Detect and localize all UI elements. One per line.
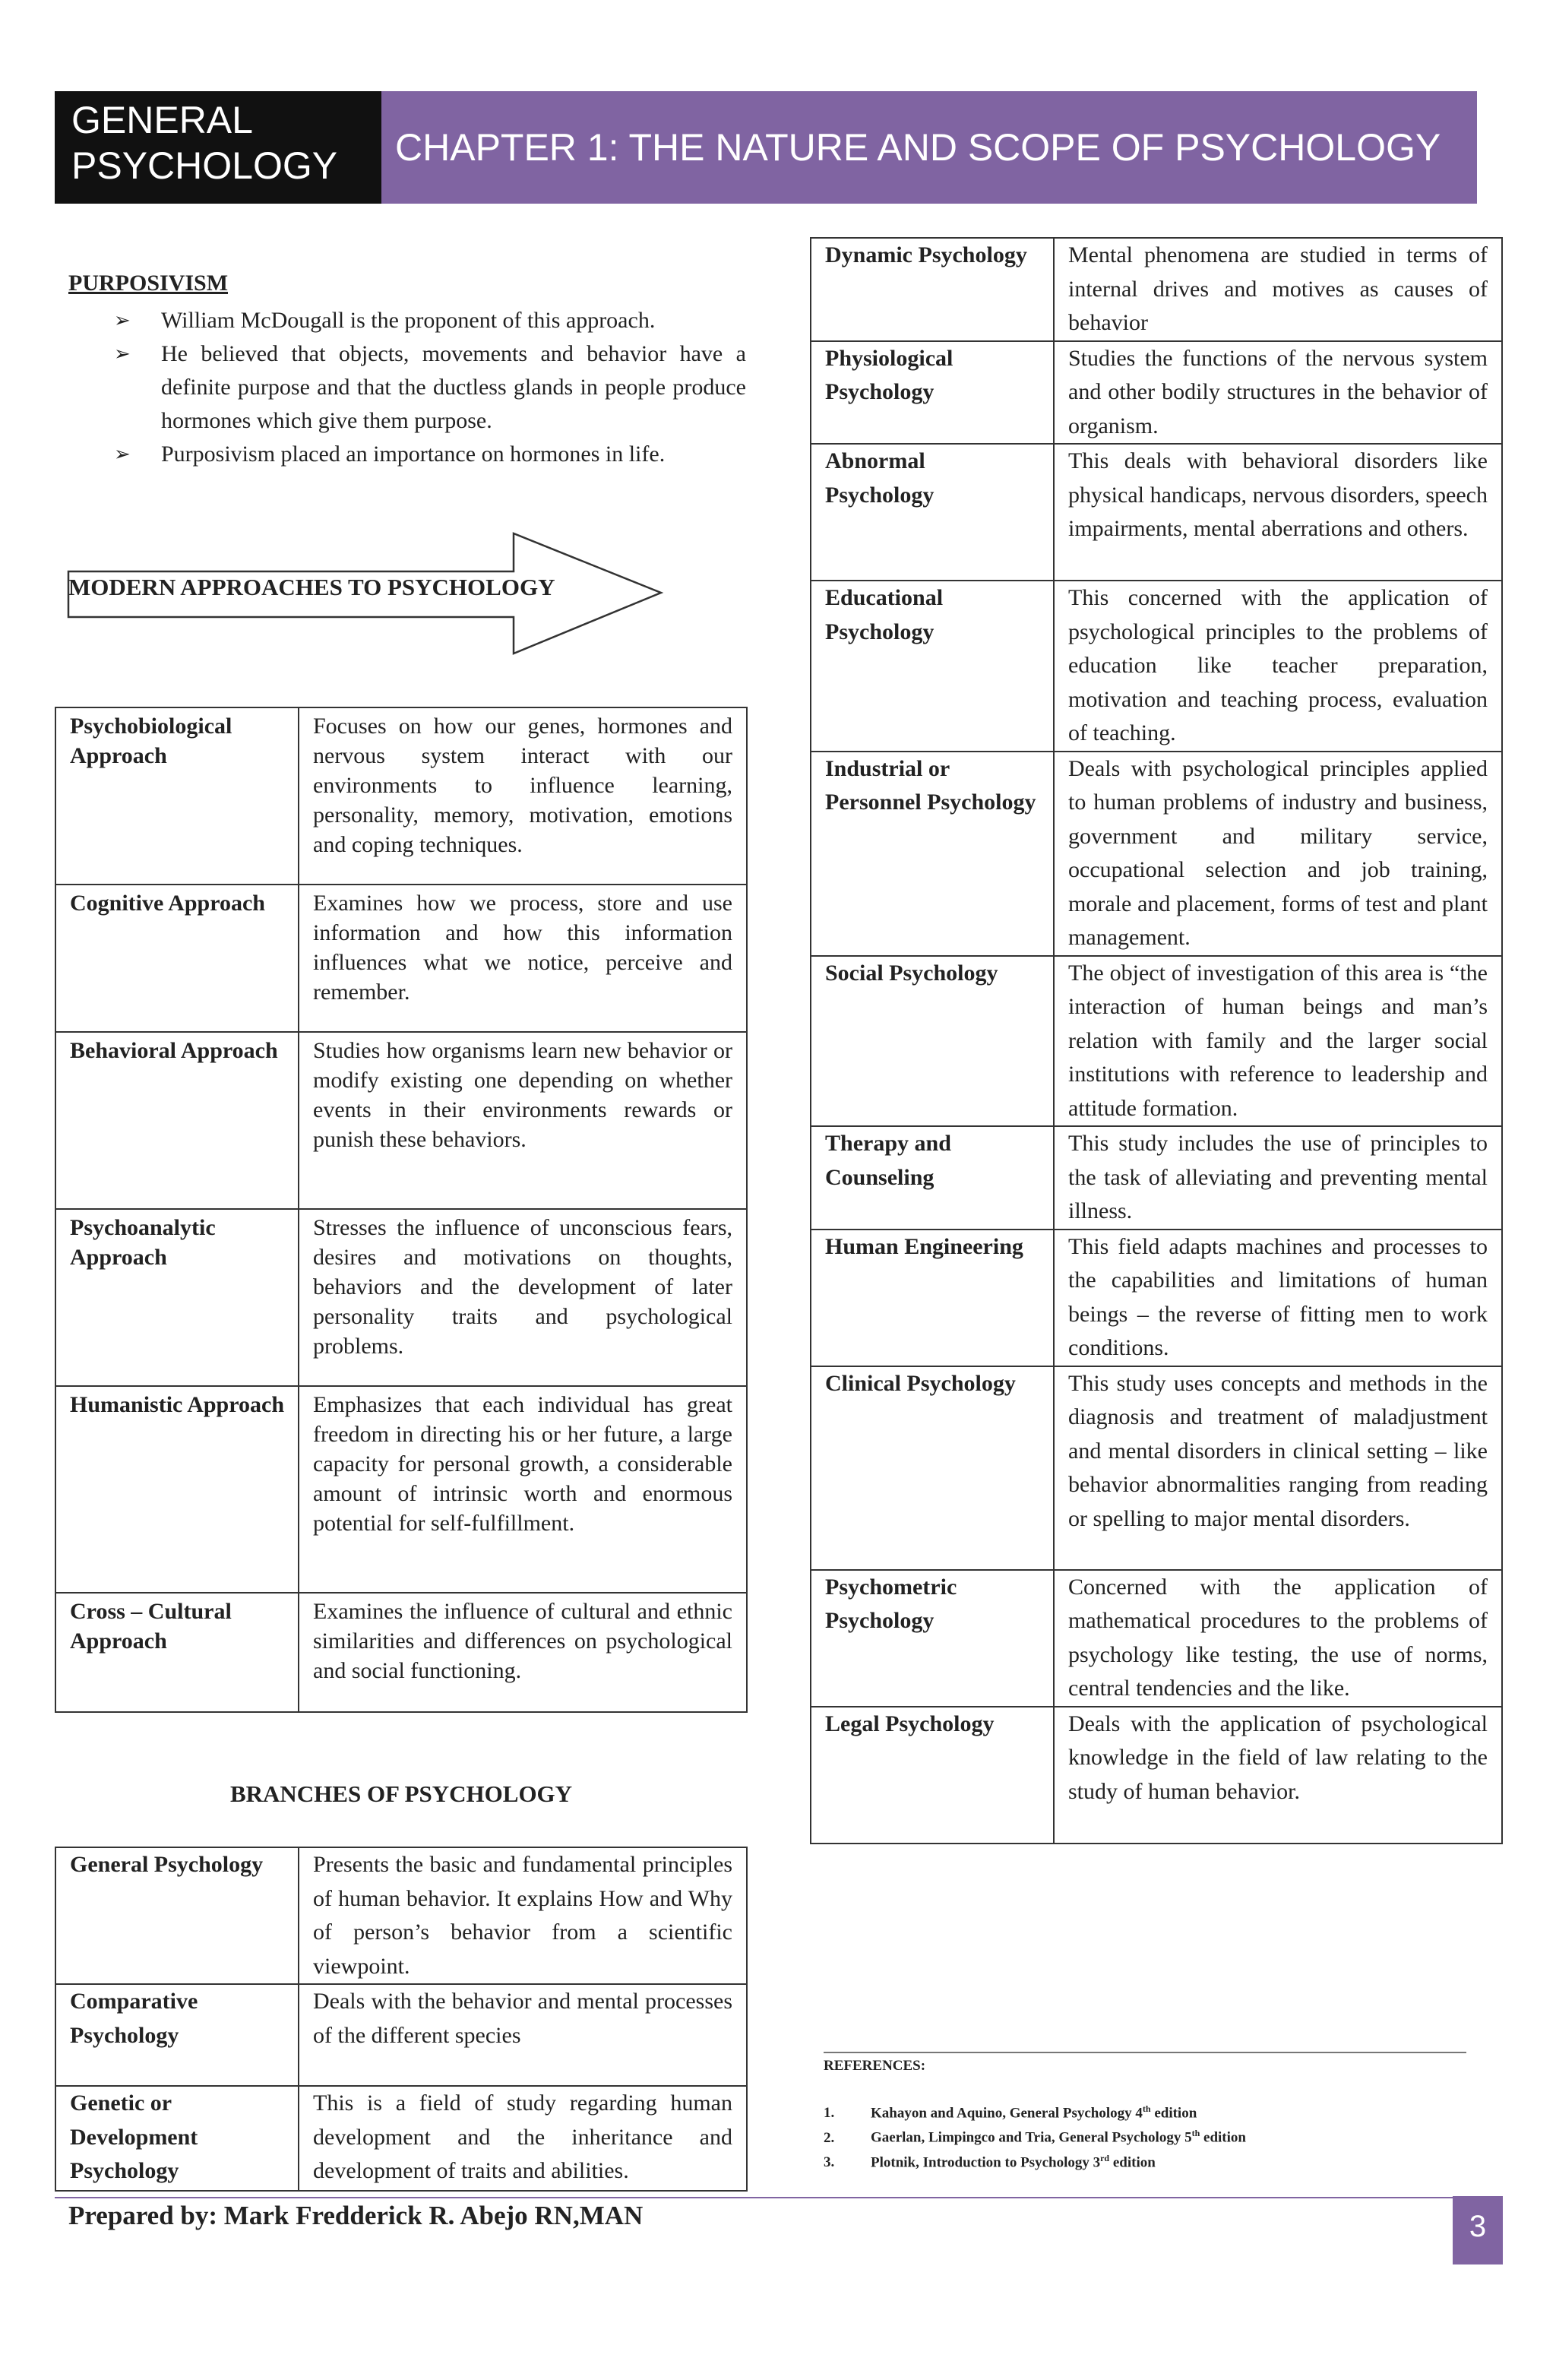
approach-description: Examines how we process, store and use information and how this information influences what we notice, perceive and remember. — [299, 885, 747, 1032]
branch-description: This field adapts machines and processes to the capabilities and limitations of human beings – the reverse of fitting men to work conditions. — [1054, 1230, 1502, 1366]
approach-term: Cross – Cultural Approach — [55, 1593, 299, 1712]
reference-edition: edition — [1109, 2154, 1156, 2170]
reference-item — [824, 2099, 1246, 2123]
table-row — [811, 1707, 1502, 1844]
purposivism-title: PURPOSIVISM — [68, 271, 229, 296]
table-row — [811, 581, 1502, 752]
table-row — [55, 1386, 747, 1593]
approach-term: Cognitive Approach — [55, 885, 299, 1032]
approach-description: Emphasizes that each individual has great freedom in directing his or her future, a large capacity for personal growth, a considerable amount of intrinsic worth and enormous potential for self-fulfillment. — [299, 1386, 747, 1593]
table-row — [811, 1366, 1502, 1570]
references-list — [824, 2099, 1246, 2173]
branches-title: BRANCHES OF PSYCHOLOGY — [229, 1780, 573, 1807]
approach-description: Focuses on how our genes, hormones and nervous system interact with our environments to influence learning, personality, memory, motivation, emotions and coping techniques. — [299, 707, 747, 885]
branch-description: Deals with psychological principles applied to human problems of industry and business, government and military service, occupational selection and job training, morale and placement, forms of test and plant management. — [1054, 752, 1502, 956]
table-row — [55, 1032, 747, 1209]
subject-title — [55, 91, 381, 204]
purposivism-bullets — [114, 304, 746, 471]
footer-divider — [55, 2197, 1503, 2198]
branch-term: Dynamic Psychology — [811, 238, 1054, 341]
table-row — [811, 956, 1502, 1127]
references-title: REFERENCES: — [824, 2058, 926, 2074]
reference-item — [824, 2123, 1246, 2147]
branches-table-left — [55, 1847, 748, 2192]
approach-description: Studies how organisms learn new behavior or modify existing one depending on whether events in their environments rewards or punish these behaviors. — [299, 1032, 747, 1209]
branch-description: The object of investigation of this area is “the interaction of human beings and man’s relation with family and the larger social institutions with reference to leadership and attitude formation. — [1054, 956, 1502, 1127]
branch-description: Deals with the application of psychological knowledge in the field of law relating to the study of human behavior. — [1054, 1707, 1502, 1844]
table-row — [55, 1984, 747, 2086]
branch-term: Clinical Psychology — [811, 1366, 1054, 1570]
table-row — [55, 2086, 747, 2191]
branch-term: Physiological Psychology — [811, 341, 1054, 445]
approach-term: Psychobiological Approach — [55, 707, 299, 885]
reference-ordinal: th — [1142, 2103, 1151, 2114]
approach-term: Humanistic Approach — [55, 1386, 299, 1593]
branch-term: General Psychology — [55, 1847, 299, 1984]
modern-approaches-arrow — [67, 532, 667, 655]
branch-description: Concerned with the application of mathematical procedures to the problems of psychology like testing, the use of norms, central tendencies and the like. — [1054, 1570, 1502, 1707]
table-row — [811, 1570, 1502, 1707]
approach-term: Psychoanalytic Approach — [55, 1209, 299, 1386]
branch-term: Psychometric Psychology — [811, 1570, 1054, 1707]
table-row — [811, 1230, 1502, 1366]
branch-description: This study uses concepts and methods in the diagnosis and treatment of maladjustment and mental disorders in clinical setting – like behavior abnormalities ranging from reading or spelling to major mental disorders. — [1054, 1366, 1502, 1570]
branch-term: Legal Psychology — [811, 1707, 1054, 1844]
branch-term: Educational Psychology — [811, 581, 1054, 752]
branch-term: Comparative Psychology — [55, 1984, 299, 2086]
chapter-title: CHAPTER 1: THE NATURE AND SCOPE OF PSYCHOLOGY — [381, 91, 1477, 204]
subject-title-line2: PSYCHOLOGY — [71, 144, 338, 187]
branch-term: Human Engineering — [811, 1230, 1054, 1366]
reference-number: 1. — [824, 2105, 835, 2122]
arrowhead-bullet-icon: ➢ — [114, 443, 131, 465]
table-row — [55, 707, 747, 885]
approach-description: Examines the influence of cultural and ethnic similarities and differences on psychological and social functioning. — [299, 1593, 747, 1712]
branches-table-right — [810, 237, 1503, 1844]
table-row — [55, 1593, 747, 1712]
table-row — [811, 238, 1502, 341]
reference-text: Plotnik, Introduction to Psychology 3 — [871, 2154, 1101, 2170]
bullet-text: He believed that objects, movements and behavior have a definite purpose and that the ductless glands in people produce hormones which give them purpose. — [161, 341, 746, 433]
bullet-item — [114, 304, 746, 337]
reference-ordinal: rd — [1100, 2152, 1110, 2163]
page-number: 3 — [1453, 2196, 1503, 2264]
branch-description: Studies the functions of the nervous system and other bodily structures in the behavior of organism. — [1054, 341, 1502, 445]
branch-description: Deals with the behavior and mental processes of the different species — [299, 1984, 747, 2086]
reference-number: 2. — [824, 2129, 835, 2146]
branch-description: Presents the basic and fundamental principles of human behavior. It explains How and Why of person’s behavior from a scientific viewpoint. — [299, 1847, 747, 1984]
bullet-item — [114, 438, 746, 471]
subject-title-line1: GENERAL — [71, 99, 253, 141]
branch-term: Industrial or Personnel Psychology — [811, 752, 1054, 956]
reference-edition: edition — [1200, 2129, 1246, 2146]
branch-term: Therapy and Counseling — [811, 1126, 1054, 1230]
table-row — [811, 444, 1502, 581]
branch-term: Genetic or Development Psychology — [55, 2086, 299, 2191]
reference-text: Kahayon and Aquino, General Psychology 4 — [871, 2105, 1143, 2122]
arrowhead-bullet-icon: ➢ — [114, 343, 131, 365]
reference-number: 3. — [824, 2154, 835, 2170]
reference-edition: edition — [1150, 2105, 1197, 2122]
bullet-text: Purposivism placed an importance on hormones in life. — [161, 442, 666, 467]
table-row — [55, 1209, 747, 1386]
branch-description: This is a field of study regarding human development and the inheritance and development of traits and abilities. — [299, 2086, 747, 2191]
approaches-table — [55, 707, 748, 1713]
branch-description: This deals with behavioral disorders like physical handicaps, nervous disorders, speech impairments, mental aberrations and others. — [1054, 444, 1502, 581]
modern-approaches-label: MODERN APPROACHES TO PSYCHOLOGY — [68, 574, 555, 600]
references-divider — [824, 2052, 1466, 2053]
branch-description: This study includes the use of principles to the task of alleviating and preventing mental illness. — [1054, 1126, 1502, 1230]
approach-description: Stresses the influence of unconscious fears, desires and motivations on thoughts, behaviors and the development of later personality traits and psychological problems. — [299, 1209, 747, 1386]
table-row — [55, 885, 747, 1032]
table-row — [811, 1126, 1502, 1230]
branch-description: This concerned with the application of psychological principles to the problems of education like teacher preparation, motivation and teaching process, evaluation of teaching. — [1054, 581, 1502, 752]
table-row — [55, 1847, 747, 1984]
reference-item — [824, 2148, 1246, 2173]
prepared-by: Prepared by: Mark Fredderick R. Abejo RN,MAN — [68, 2201, 644, 2230]
branch-term: Social Psychology — [811, 956, 1054, 1127]
bullet-text: William McDougall is the proponent of this approach. — [161, 308, 656, 333]
branch-description: Mental phenomena are studied in terms of internal drives and motives as causes of behavior — [1054, 238, 1502, 341]
branch-term: Abnormal Psychology — [811, 444, 1054, 581]
table-row — [811, 341, 1502, 445]
approach-term: Behavioral Approach — [55, 1032, 299, 1209]
bullet-item — [114, 337, 746, 438]
reference-text: Gaerlan, Limpingco and Tria, General Psychology 5 — [871, 2129, 1192, 2146]
table-row — [811, 752, 1502, 956]
reference-ordinal: th — [1191, 2128, 1200, 2139]
arrowhead-bullet-icon: ➢ — [114, 309, 131, 331]
